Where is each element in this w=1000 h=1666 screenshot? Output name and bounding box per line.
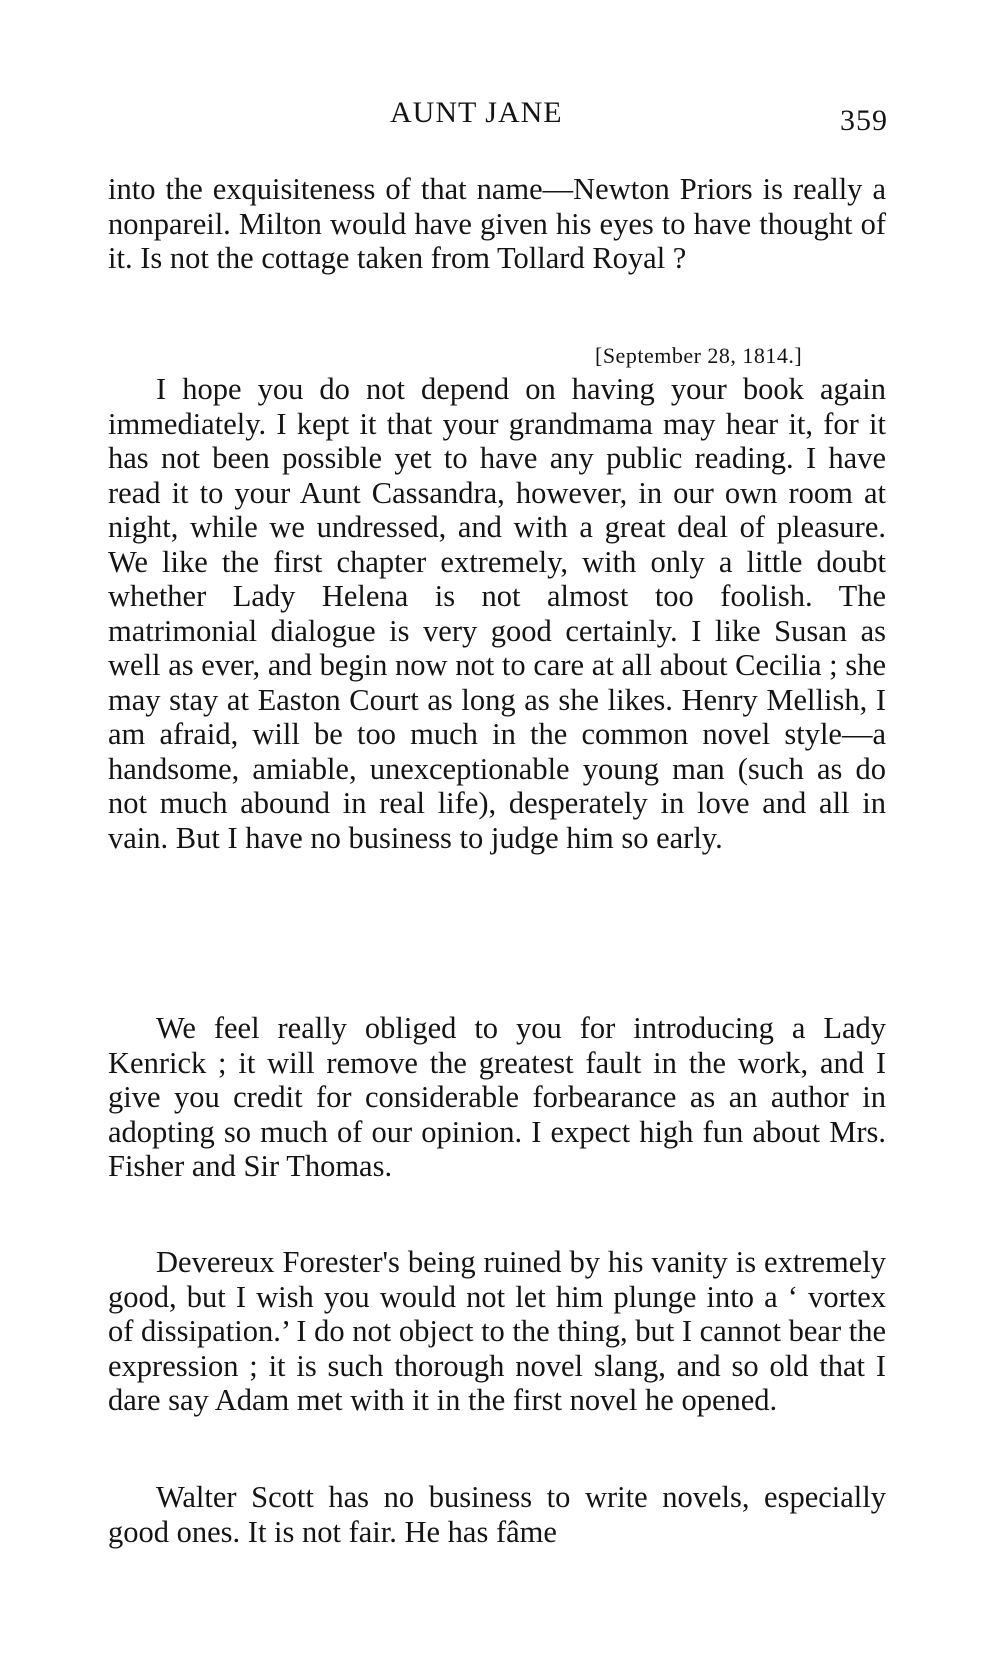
page-number: 359: [840, 104, 888, 137]
paragraph: [108, 1480, 886, 1549]
paragraph-text: Devereux Forester's being ruined by his vanity is extremely good, but I wish you would not let him plunge into a ‘ vortex of dissipation.’ I do not object to the thing, but I cannot bear the expression ; it is such thorough novel slang, and so old that I dare say Adam met with it in the first novel he opened.: [108, 1245, 886, 1417]
continuation-paragraph: [108, 172, 886, 276]
paragraph-text: I hope you do not depend on having your book again immediately. I kept it that your grandmama may hear it, for it has not been possible yet to have any public reading. I have read it to your Aunt Cassandra, however, in our own room at night, while we undressed, and with a great deal of pleasure. We like the first chapter extremely, with only a little doubt whether Lady Helena is not almost too foolish. The matrimonial dialogue is very good certainly. I like Susan as well as ever, and begin now not to care at all about Cecilia ; she may stay at Easton Court as long as she likes. Henry Mellish, I am afraid, will be too much in the common novel style—a handsome, amiable, unexceptionable young man (such as do not much abound in real life), desperately in love and all in vain. But I have no business to judge him so early.: [108, 372, 886, 855]
running-title: AUNT JANE: [390, 96, 563, 129]
paragraph: [108, 1011, 886, 1184]
letter-dateline: [September 28, 1814.]: [595, 343, 803, 368]
paragraph-text: Walter Scott has no business to write novels, especially good ones. It is not fair. He has fâme: [108, 1480, 886, 1549]
paragraph-text: We feel really obliged to you for introducing a Lady Kenrick ; it will remove the greatest fault in the work, and I give you credit for considerable forbearance as an author in adopting so much of our opinion. I expect high fun about Mrs. Fisher and Sir Thomas.: [108, 1011, 886, 1183]
paragraph: [108, 1245, 886, 1418]
paragraph-text: into the exquisiteness of that name—Newton Priors is really a nonpareil. Milton would have given his eyes to have thought of it. Is not the cottage taken from Tollard Royal ?: [108, 172, 886, 275]
paragraph: [108, 372, 886, 855]
